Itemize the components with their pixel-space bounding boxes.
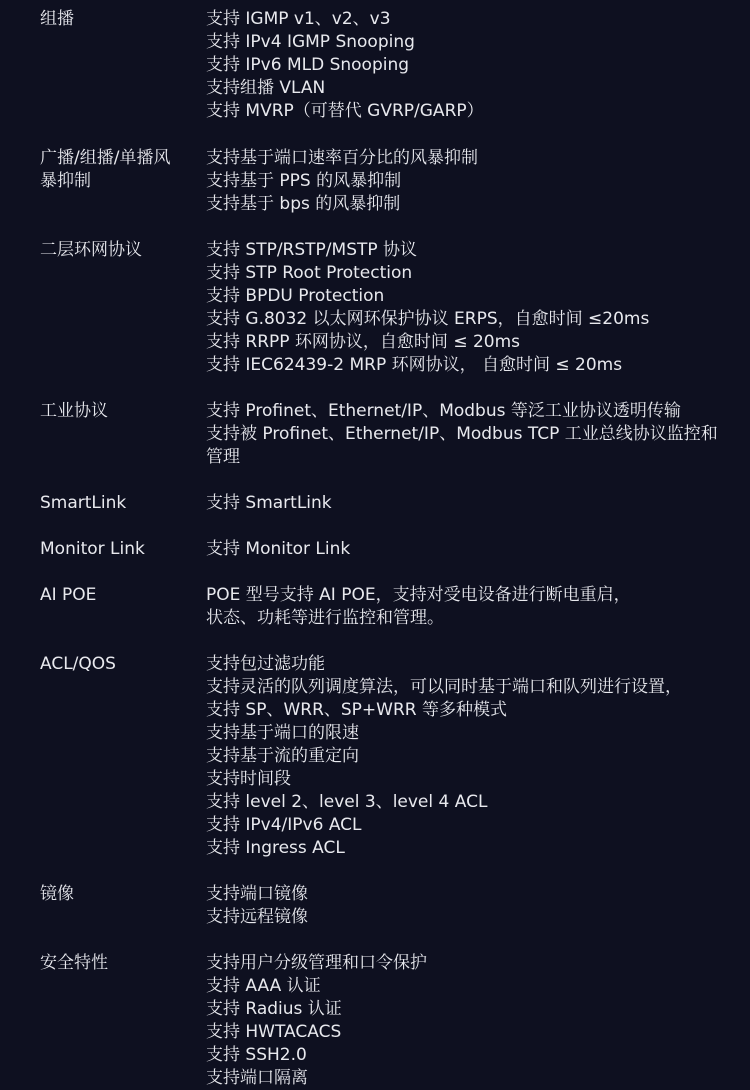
spec-value-line: 支持 Radius 认证 xyxy=(206,999,342,1019)
spec-value-line: 支持 SmartLink xyxy=(206,493,332,513)
spec-values xyxy=(206,883,726,929)
spec-value-line: 支持 IPv6 MLD Snooping xyxy=(206,55,410,75)
spec-label: SmartLink xyxy=(40,493,127,513)
spec-label: 组播 xyxy=(40,9,74,29)
spec-label: AI POE xyxy=(40,585,97,605)
spec-value-line: 支持端口隔离 xyxy=(206,1068,308,1088)
spec-values xyxy=(206,239,726,377)
spec-label: 镜像 xyxy=(40,884,74,904)
spec-value-line: 支持 SSH2.0 xyxy=(206,1045,307,1065)
spec-value-line: 支持 IPv4 IGMP Snooping xyxy=(206,32,415,52)
spec-value-line: 支持 Monitor Link xyxy=(206,539,351,559)
spec-value-line: 支持 STP Root Protection xyxy=(206,263,413,283)
spec-label: 二层环网协议 xyxy=(40,240,142,260)
spec-label: ACL/QOS xyxy=(40,654,116,674)
spec-value-line: 支持基于端口速率百分比的风暴抑制 xyxy=(206,148,478,168)
spec-value-line: 支持 BPDU Protection xyxy=(206,286,385,306)
spec-label: 安全特性 xyxy=(40,953,108,973)
spec-value-line: POE 型号支持 AI POE，支持对受电设备进行断电重启，状态、功耗等进行监控和管理。 xyxy=(206,585,631,628)
spec-value-line: 支持 AAA 认证 xyxy=(206,976,321,996)
spec-value-line: 支持基于 PPS 的风暴抑制 xyxy=(206,171,402,191)
spec-values xyxy=(206,538,726,561)
spec-value-line: 支持包过滤功能 xyxy=(206,654,325,674)
spec-values xyxy=(206,653,726,860)
spec-values xyxy=(206,8,726,123)
spec-value-line: 支持 Ingress ACL xyxy=(206,838,345,858)
spec-value-line: 支持被 Profinet、Ethernet/IP、Modbus TCP 工业总线协议监控和管理 xyxy=(206,424,718,467)
spec-values xyxy=(206,952,726,1090)
spec-value-line: 支持基于流的重定向 xyxy=(206,746,359,766)
spec-value-line: 支持 level 2、level 3、level 4 ACL xyxy=(206,792,488,812)
spec-value-line: 支持 G.8032 以太网环保护协议 ERPS，自愈时间 ≤20ms xyxy=(206,309,650,329)
spec-value-line: 支持 RRPP 环网协议，自愈时间 ≤ 20ms xyxy=(206,332,521,352)
spec-value-line: 支持 IGMP v1、v2、v3 xyxy=(206,9,391,29)
spec-value-line: 支持 Profinet、Ethernet/IP、Modbus 等泛工业协议透明传输 xyxy=(206,401,681,421)
spec-value-line: 支持 IEC62439-2 MRP 环网协议， 自愈时间 ≤ 20ms xyxy=(206,355,623,375)
spec-value-line: 支持 SP、WRR、SP+WRR 等多种模式 xyxy=(206,700,508,720)
spec-value-line: 支持 HWTACACS xyxy=(206,1022,342,1042)
spec-value-line: 支持灵活的队列调度算法，可以同时基于端口和队列进行设置， xyxy=(206,677,682,697)
spec-value-line: 支持基于端口的限速 xyxy=(206,723,359,743)
spec-value-line: 支持 MVRP（可替代 GVRP/GARP） xyxy=(206,101,484,121)
spec-value-line: 支持远程镜像 xyxy=(206,907,308,927)
spec-value-line: 支持用户分级管理和口令保护 xyxy=(206,953,427,973)
spec-values xyxy=(206,400,726,469)
spec-value-line: 支持基于 bps 的风暴抑制 xyxy=(206,194,401,214)
spec-value-line: 支持 IPv4/IPv6 ACL xyxy=(206,815,362,835)
spec-label: 广播/组播/单播风暴抑制 xyxy=(40,148,171,191)
spec-value-line: 支持端口镜像 xyxy=(206,884,308,904)
spec-label: 工业协议 xyxy=(40,401,108,421)
spec-values xyxy=(206,147,726,216)
spec-values xyxy=(206,492,726,515)
spec-value-line: 支持组播 VLAN xyxy=(206,78,326,98)
spec-value-line: 支持 STP/RSTP/MSTP 协议 xyxy=(206,240,418,260)
spec-label: Monitor Link xyxy=(40,539,145,559)
spec-value-line: 支持时间段 xyxy=(206,769,291,789)
spec-values xyxy=(206,584,646,630)
